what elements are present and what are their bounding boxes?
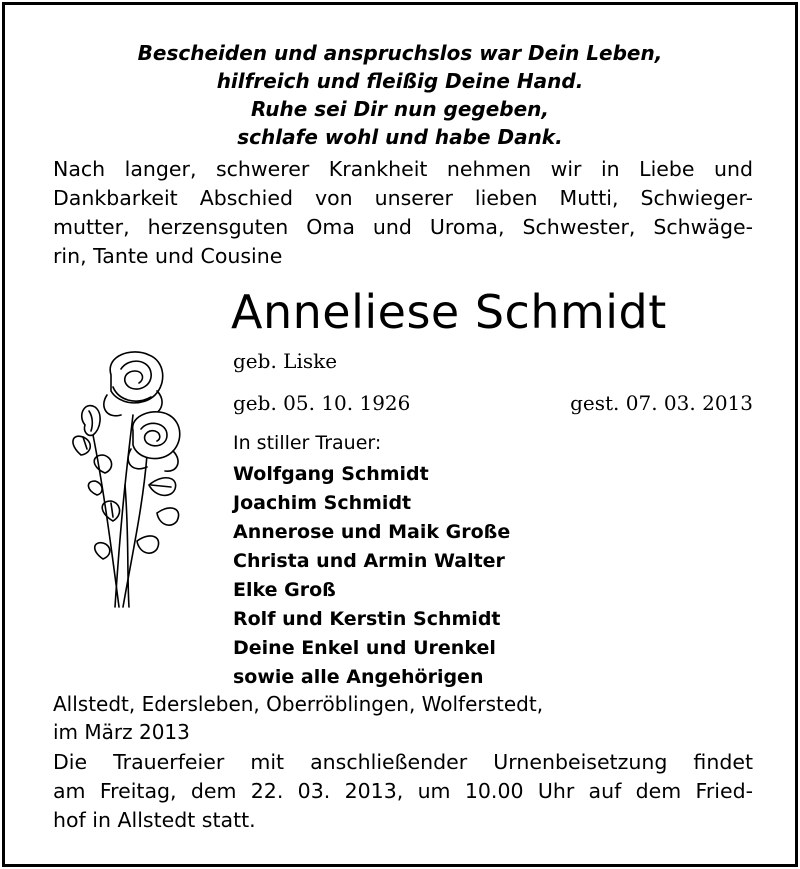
intro-line: Nach langer, schwerer Krankheit nehmen wir in Liebe und — [53, 157, 753, 181]
mourner: Annerose und Maik Große — [233, 521, 511, 543]
mourner: Deine Enkel und Urenkel — [233, 637, 496, 659]
mourner: sowie alle Angehörigen — [233, 666, 484, 688]
mourner: Wolfgang Schmidt — [233, 463, 429, 485]
poem-line: Ruhe sei Dir nun gegeben, — [250, 97, 550, 121]
place-line: Allstedt, Edersleben, Oberröblingen, Wolferstedt, — [53, 692, 544, 716]
maiden-name: geb. Liske — [233, 349, 338, 373]
intro-line: mutter, herzensguten Oma und Uroma, Schwester, Schwäge- — [53, 215, 753, 239]
poem-line: hilfreich und fleißig Deine Hand. — [216, 69, 584, 93]
funeral-line: Die Trauerfeier mit anschließender Urnenbeisetzung findet — [53, 750, 753, 774]
death-date: gest. 07. 03. 2013 — [570, 391, 753, 415]
mourner: Joachim Schmidt — [233, 492, 412, 514]
intro-line: Dankbarkeit Abschied von unserer lieben Mutti, Schwieger- — [53, 186, 753, 210]
mourning-label: In stiller Trauer: — [233, 432, 382, 454]
roses-icon — [63, 345, 193, 615]
deceased-name: Anneliese Schmidt — [231, 285, 667, 339]
funeral-info — [53, 748, 753, 835]
birth-date: geb. 05. 10. 1926 — [233, 391, 411, 415]
place-line: im März 2013 — [53, 720, 190, 744]
mourner: Elke Groß — [233, 579, 336, 601]
poem-line: Bescheiden und anspruchslos war Dein Leben, — [137, 41, 663, 65]
poem — [5, 39, 795, 151]
intro-text — [53, 155, 753, 271]
mourners-list — [233, 460, 510, 692]
place-date — [53, 690, 543, 746]
mourner: Christa und Armin Walter — [233, 550, 505, 572]
poem-line: schlafe wohl und habe Dank. — [237, 125, 563, 149]
obituary-notice — [2, 2, 798, 867]
funeral-line: am Freitag, dem 22. 03. 2013, um 10.00 Uhr auf dem Fried- — [53, 779, 753, 803]
intro-line: rin, Tante und Cousine — [53, 244, 283, 268]
mourner: Rolf und Kerstin Schmidt — [233, 608, 501, 630]
funeral-line: hof in Allstedt statt. — [53, 808, 256, 832]
